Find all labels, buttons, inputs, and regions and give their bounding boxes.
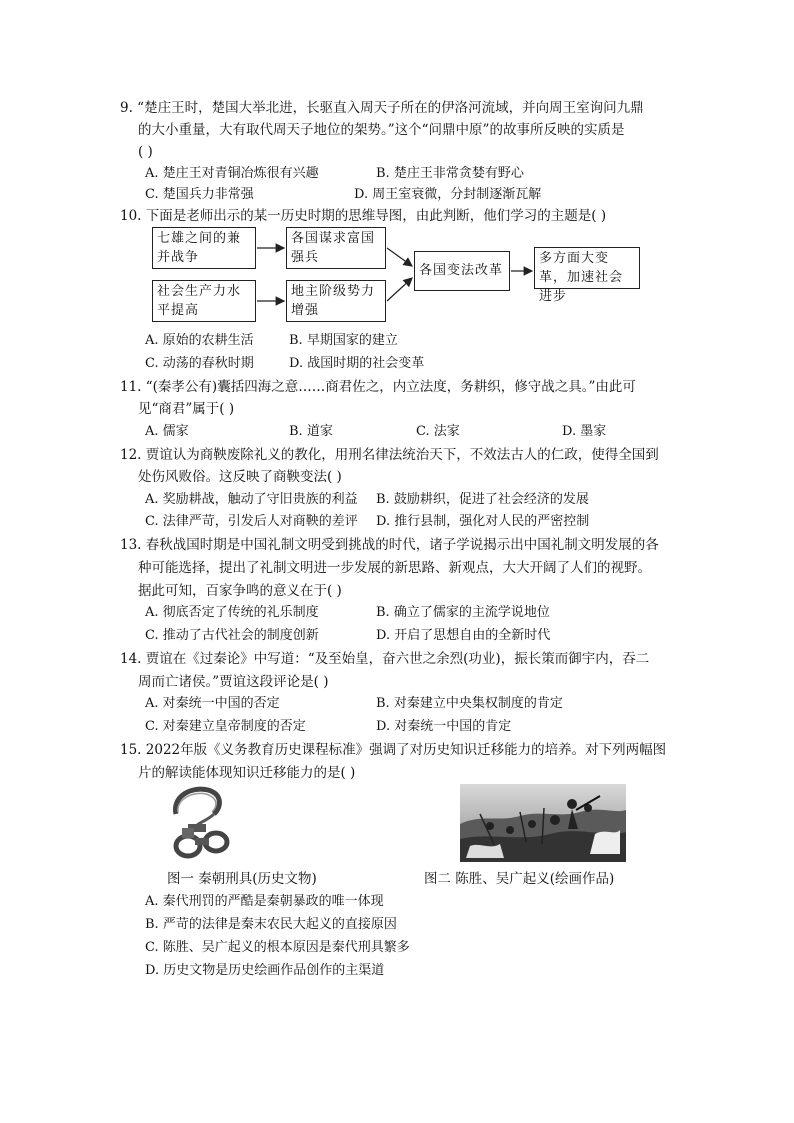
q14-option-c: C. 对秦建立皇帝制度的否定 [145, 719, 306, 734]
q15-line1: 15. 2022年版《义务教育历史课程标准》强调了对历史知识迁移能力的培养。对下列两幅图 [120, 742, 667, 758]
q13-line1: 13. 春秋战国时期是中国礼制文明受到挑战的时代，诸子学说揭示出中国礼制文明发展的各 [120, 537, 659, 553]
arrow-landlord-to-reform [387, 278, 412, 301]
mindmap-box-strength: 各国谋求富国强兵 [286, 227, 386, 269]
q11-option-a: A. 儒家 [145, 424, 189, 439]
q10-option-c: C. 动荡的春秋时期 [145, 356, 254, 371]
q14-line1: 14. 贾谊在《过秦论》中写道：“及至始皇，奋六世之余烈(功业)，振长策而御宇内，吞二 [120, 651, 650, 667]
q11-option-d: D. 墨家 [562, 424, 607, 439]
q14-line2: 周而亡诸侯。”贾谊这段评论是( ) [138, 674, 329, 690]
shackles-figure [168, 784, 232, 864]
q10-option-d: D. 战国时期的社会变革 [289, 356, 425, 371]
arrow-strength-to-reform [387, 248, 412, 266]
q13-line2: 种可能选择，提出了礼制文明进一步发展的新思路、新观点，大大开阔了人们的视野。 [138, 560, 651, 576]
q13-option-a: A. 彻底否定了传统的礼乐制度 [145, 605, 319, 620]
q12-line1: 12. 贾谊认为商鞅废除礼义的教化，用刑名律法统治天下，不效法古人的仁政，使得全国到 [120, 447, 659, 463]
q12-line2: 处伤风败俗。这反映了商鞅变法( ) [138, 469, 342, 485]
q9-line1: 9. “楚庄王时，楚国大举北进，长驱直入周天子所在的伊洛河流域，并向周王室询问九鼎 [120, 100, 644, 116]
q14-option-d: D. 对秦统一中国的肯定 [376, 719, 512, 734]
figure2-caption: 图二 陈胜、吴广起义(绘画作品) [424, 871, 615, 887]
q15-line2: 片的解读能体现知识迁移能力的是( ) [138, 765, 356, 781]
mindmap-box-reform: 各国变法改革 [414, 251, 510, 291]
mindmap-box-war: 七雄之间的兼并战争 [152, 227, 256, 269]
q14-option-a: A. 对秦统一中国的否定 [145, 696, 280, 711]
q9-option-c: C. 楚国兵力非常强 [145, 187, 254, 202]
q11-line2: 见“商君”属于( ) [138, 401, 235, 417]
mindmap-box-landlord: 地主阶级势力增强 [286, 280, 386, 322]
q12-option-a: A. 奖励耕战，触动了守旧贵族的利益 [145, 492, 358, 507]
q9-option-d: D. 周王室衰微，分封制逐渐瓦解 [354, 187, 542, 202]
q13-line3: 据此可知，百家争鸣的意义在于( ) [138, 583, 342, 599]
q11-line1: 11. “(秦孝公有)囊括四海之意……商君佐之，内立法度，务耕织，修守战之具。”由此可 [120, 379, 636, 395]
mindmap-box-productivity: 社会生产力水平提高 [152, 280, 256, 322]
q13-option-b: B. 确立了儒家的主流学说地位 [376, 605, 550, 620]
q9-line2: 的大小重量，大有取代周天子地位的架势。”这个“问鼎中原”的故事所反映的实质是 [138, 122, 625, 138]
q12-option-c: C. 法律严苛，引发后人对商鞅的差评 [145, 514, 358, 529]
q12-option-b: B. 鼓励耕织，促进了社会经济的发展 [376, 492, 589, 507]
q15-option-c: C. 陈胜、吴广起义的根本原因是秦代刑具繁多 [145, 940, 410, 955]
q10-line1: 10. 下面是老师出示的某一历史时期的思维导图，由此判断，他们学习的主题是( ) [120, 208, 607, 224]
q12-option-d: D. 推行县制，强化对人民的严密控制 [376, 514, 590, 529]
q10-option-b: B. 早期国家的建立 [289, 333, 398, 348]
q11-option-b: B. 道家 [289, 424, 333, 439]
q9-option-a: A. 楚庄王对青铜冶炼很有兴趣 [145, 166, 319, 181]
q9-line3: ( ) [138, 144, 153, 160]
q15-option-b: B. 严苛的法律是秦末农民大起义的直接原因 [145, 917, 397, 932]
q13-option-d: D. 开启了思想自由的全新时代 [376, 628, 551, 643]
q11-option-c: C. 法家 [416, 424, 460, 439]
figure1-caption: 图一 秦朝刑具(历史文物) [167, 871, 317, 887]
q9-option-b: B. 楚庄王非常贪婪有野心 [376, 166, 524, 181]
q15-option-d: D. 历史文物是历史绘画作品创作的主渠道 [145, 963, 385, 978]
q13-option-c: C. 推动了古代社会的制度创新 [145, 628, 319, 643]
mindmap-box-progress: 多方面大变革，加速社会进步 [534, 247, 640, 289]
q15-option-a: A. 秦代刑罚的严酷是秦朝暴政的唯一体现 [145, 894, 384, 909]
q14-option-b: B. 对秦建立中央集权制度的肯定 [376, 696, 563, 711]
uprising-painting-figure [460, 784, 626, 862]
q10-option-a: A. 原始的农耕生活 [145, 333, 254, 348]
